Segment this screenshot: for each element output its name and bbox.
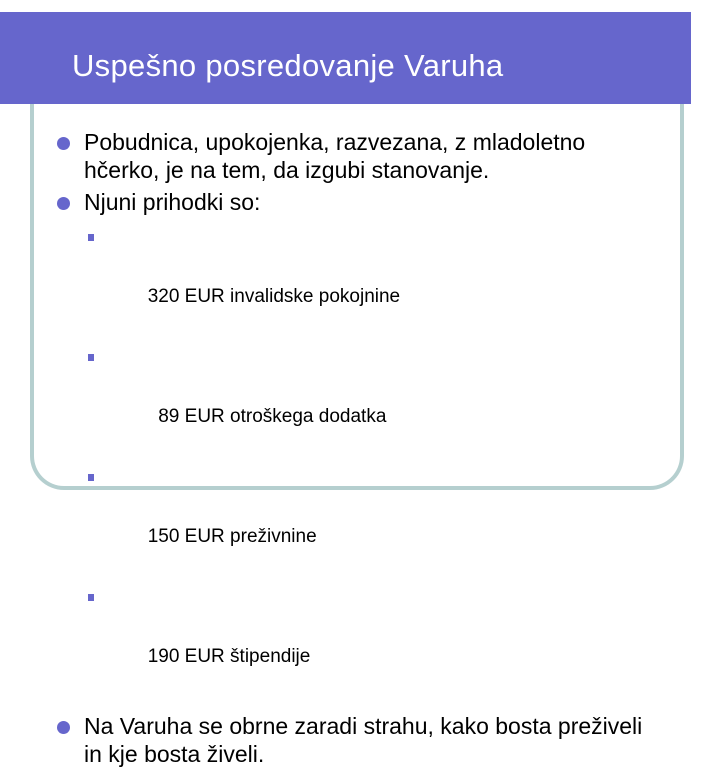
bullet-dot-icon xyxy=(57,721,70,734)
sub-bullet-item xyxy=(54,222,674,342)
sub-bullet-square-icon xyxy=(88,474,94,481)
sub-bullet-square-icon xyxy=(88,234,94,241)
sub-bullet-text: 150 EUR preživnine xyxy=(147,526,317,547)
bullet-item xyxy=(54,188,674,216)
bullet-dot-icon xyxy=(57,137,70,150)
slide-title: Uspešno posredovanje Varuha xyxy=(72,48,504,83)
sub-bullet-item xyxy=(54,342,674,462)
sub-bullet-text: 190 EUR štipendije xyxy=(147,646,311,667)
sub-bullet-text: 320 EUR invalidske pokojnine xyxy=(147,286,401,307)
sub-bullet-square-icon xyxy=(88,354,94,361)
sub-bullet-item xyxy=(54,462,674,582)
bullet-item xyxy=(54,712,674,768)
sub-bullet-item xyxy=(54,582,674,702)
bullet-item xyxy=(54,128,674,184)
sub-bullet-square-icon xyxy=(88,594,94,601)
bullet-text: Na Varuha se obrne zaradi strahu, kako bosta preživeli in kje bosta živeli. xyxy=(84,713,643,767)
title-bar xyxy=(0,12,691,104)
title-underline xyxy=(60,104,636,107)
bullet-text: Pobudnica, upokojenka, razvezana, z mladoletno hčerko, je na tem, da izgubi stanovanje. xyxy=(84,129,586,183)
slide-content xyxy=(54,128,674,768)
sub-bullet-list xyxy=(54,222,674,702)
bullet-text: Njuni prihodki so: xyxy=(84,189,261,215)
sub-bullet-text: 89 EUR otroškega dodatka xyxy=(147,406,387,427)
bullet-dot-icon xyxy=(57,197,70,210)
